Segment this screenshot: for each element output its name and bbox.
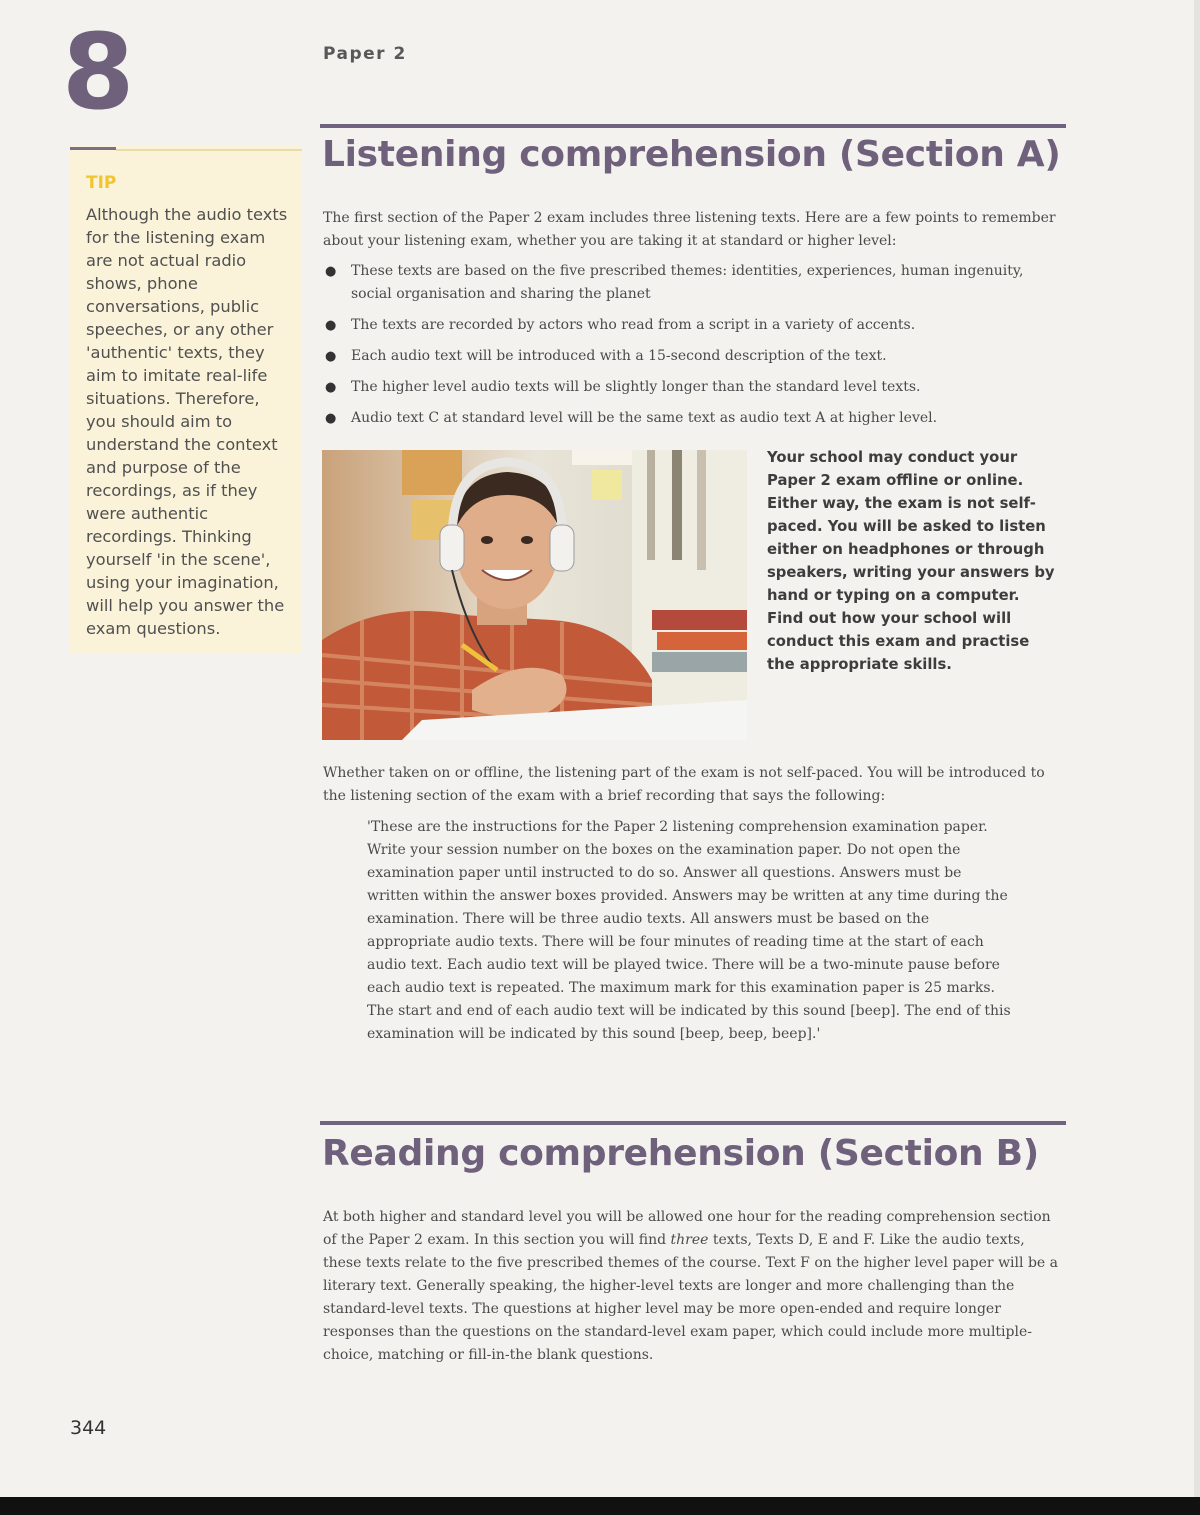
tip-rule	[70, 147, 116, 150]
section-a-intro: The first section of the Paper 2 exam includes three listening texts. Here are a few points to remember about your listening exam, whether you are taking it at standard or higher level:	[323, 210, 1056, 249]
list-item	[323, 345, 1063, 368]
section-b-heading: Reading comprehension (Section B)	[322, 1133, 1039, 1174]
student-photo	[322, 450, 747, 740]
scan-border	[0, 1497, 1200, 1515]
bullet-icon: ●	[325, 264, 337, 279]
bullet-icon: ●	[325, 318, 337, 333]
bullet-text: These texts are based on the five prescribed themes: identities, experiences, human ingenuity, social organisation and sharing the planet	[351, 263, 1024, 302]
bullet-text: Audio text C at standard level will be the same text as audio text A at higher level.	[351, 410, 938, 426]
tip-rule-light	[116, 149, 302, 151]
side-note: Your school may conduct your Paper 2 exam offline or online. Either way, the exam is not self-paced. You will be asked to listen either on headphones or through speakers, writing your answers by hand or typing on a computer. Find out how your school will conduct this exam and practise the appropriate skills.	[767, 449, 1055, 673]
section-b-emphasis: three	[670, 1232, 709, 1248]
tip-heading: TIP	[86, 173, 117, 193]
section-b-text-part-1: At both higher and standard level you will be allowed one hour for the reading comprehension section of the Paper 2 exam. In this section you will find	[323, 1209, 1051, 1248]
bullet-icon: ●	[325, 411, 337, 426]
bullet-text: The texts are recorded by actors who read from a script in a variety of accents.	[351, 317, 916, 333]
section-b-text-part-2: texts, Texts D, E and F. Like the audio texts, these texts relate to the five prescribed themes of the course. Text F on the higher level paper will be a literary text. Generally speaking, the higher-level texts are longer and more challenging than the standard-level texts. The questions at higher level may be more open-ended and require longer responses than the questions on the standard-level exam paper, which could include more multiple-choice, matching or fill-in-the blank questions.	[323, 1232, 1058, 1363]
section-b-rule	[320, 1121, 1066, 1125]
page-number: 344	[70, 1417, 107, 1439]
student-with-headphones-illustration	[322, 450, 747, 740]
running-head: Paper 2	[323, 44, 407, 64]
list-item	[323, 260, 1063, 306]
tip-text: Although the audio texts for the listening exam are not actual radio shows, phone conversations, public speeches, or any other 'authentic' texts, they aim to imitate real-life situations. Therefore, you should aim to understand the context and purpose of the recordings, as if they were authentic recordings. Thinking yourself 'in the scene', using your imagination, will help you answer the exam questions.	[86, 205, 288, 638]
chapter-number: 8	[62, 11, 133, 133]
bullet-text: The higher level audio texts will be slightly longer than the standard level texts.	[351, 379, 921, 395]
section-b-text	[323, 1206, 1058, 1367]
bullet-icon: ●	[325, 349, 337, 364]
bullet-text: Each audio text will be introduced with a 15-second description of the text.	[351, 348, 887, 364]
instructions-quote: 'These are the instructions for the Paper 2 listening comprehension examination paper. Write your session number on the boxes on the examination paper. Do not open the examination paper until instructed to do so. Answer all questions. Answers must be written within the answer boxes provided. Answers may be written at any time during the examination. There will be three audio texts. All answers must be based on the appropriate audio texts. There will be four minutes of reading time at the start of each audio text. Each audio text will be played twice. There will be a two-minute pause before each audio text is repeated. The maximum mark for this examination paper is 25 marks. The start and end of each audio text will be indicated by this sound [beep]. The end of this examination will be indicated by this sound [beep, beep, beep].'	[367, 819, 1011, 1042]
list-item	[323, 376, 1063, 399]
list-item	[323, 314, 1063, 337]
bullet-icon: ●	[325, 380, 337, 395]
bullet-list	[323, 260, 1063, 438]
section-a-followup: Whether taken on or offline, the listening part of the exam is not self-paced. You will be introduced to the listening section of the exam with a brief recording that says the following:	[323, 765, 1045, 804]
section-a-heading: Listening comprehension (Section A)	[322, 134, 1061, 175]
section-a-rule	[320, 124, 1066, 128]
page-edge-right	[1194, 0, 1200, 1515]
list-item	[323, 407, 1063, 430]
